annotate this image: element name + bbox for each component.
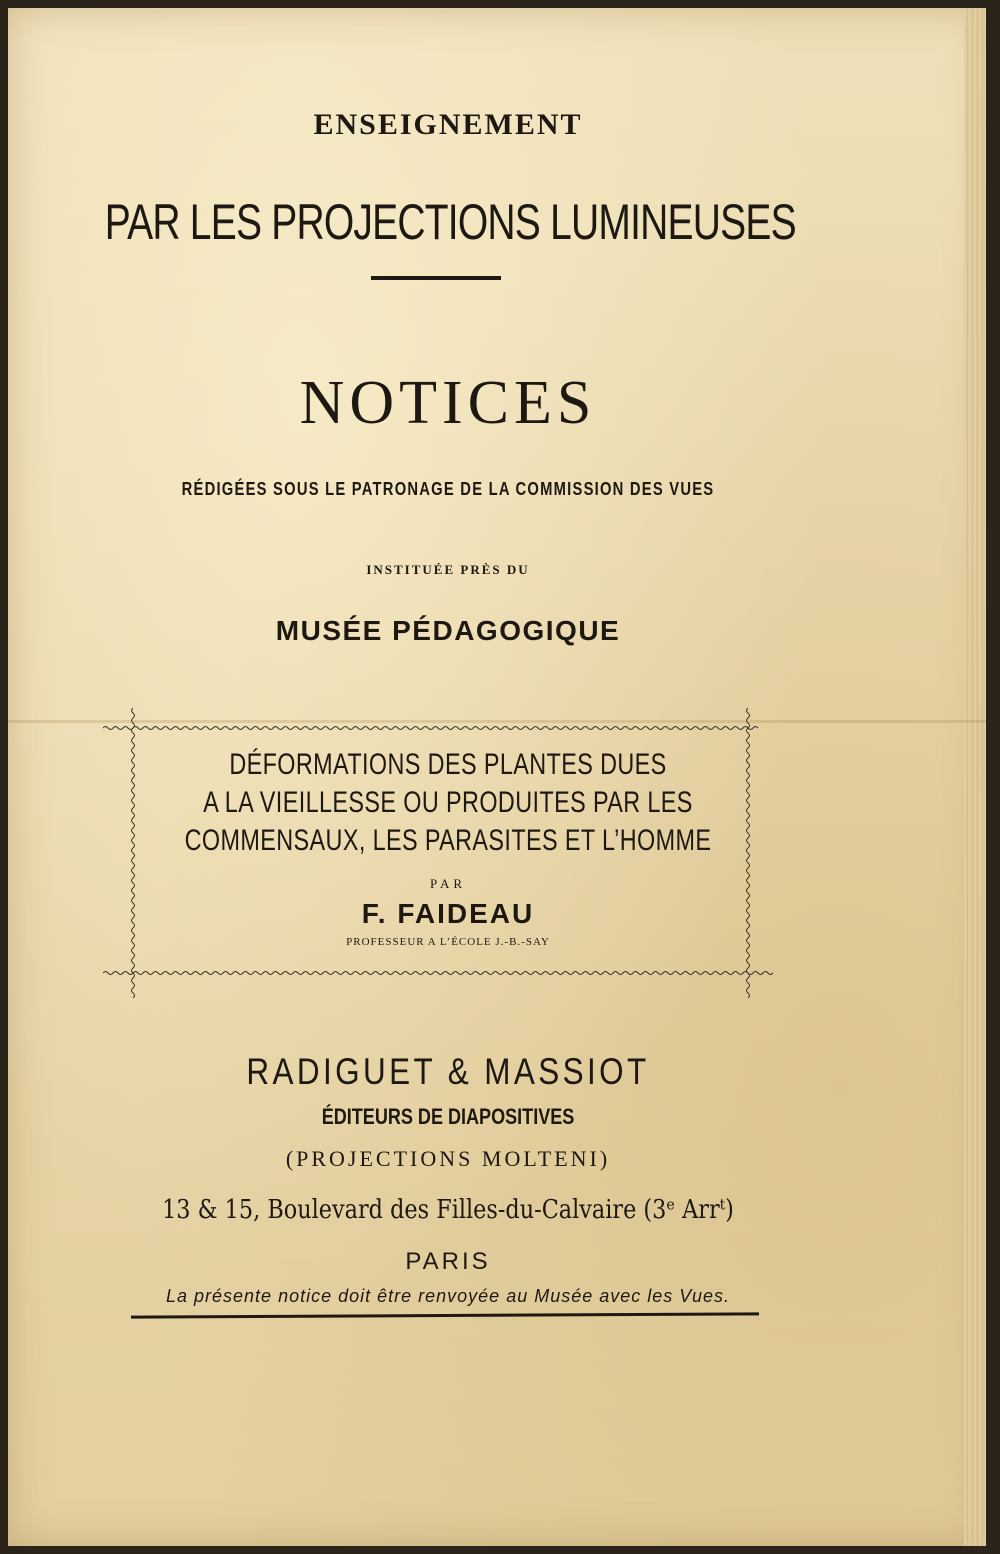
publisher-address: 13 & 15, Boulevard des Filles-du-Calvaire (3ᵉ Arrᵗ) <box>162 1195 734 1225</box>
return-notice: La présente notice doit être renvoyée au Musée avec les Vues. <box>166 1286 730 1306</box>
header-line-1: ENSEIGNEMENT <box>313 108 583 141</box>
publisher-role: ÉDITEURS DE DIAPOSITIVES <box>321 1104 575 1129</box>
short-rule <box>371 276 501 280</box>
publisher-brand: (PROJECTIONS MOLTENI) <box>285 1146 611 1171</box>
page-edge-stack <box>964 8 986 1546</box>
notices-title: NOTICES <box>299 369 597 437</box>
author-name: F. FAIDEAU <box>361 898 535 929</box>
document-page <box>8 8 986 1546</box>
notices-subtitle: RÉDIGÉES SOUS LE PATRONAGE DE LA COMMISSION DES VUES <box>181 479 715 499</box>
header-line-2: PAR LES PROJECTIONS LUMINEUSES <box>104 194 796 250</box>
par-label: PAR <box>429 876 467 891</box>
publisher-name: RADIGUET & MASSIOT <box>246 1051 650 1092</box>
author-title: PROFESSEUR A L’ÉCOLE J.-B.-SAY <box>346 936 550 948</box>
subject-line-3: COMMENSAUX, LES PARASITES ET L’HOMME <box>184 824 712 857</box>
publisher-city: PARIS <box>405 1248 491 1275</box>
subject-title <box>105 746 791 860</box>
instituee-line: INSTITUÉE PRÈS DU <box>366 562 530 577</box>
subject-line-2: A LA VIEILLESSE OU PRODUITES PAR LES <box>203 786 693 819</box>
musee-name: MUSÉE PÉDAGOGIQUE <box>275 615 621 646</box>
bottom-rule <box>131 1312 759 1318</box>
subject-line-1: DÉFORMATIONS DES PLANTES DUES <box>229 748 667 781</box>
